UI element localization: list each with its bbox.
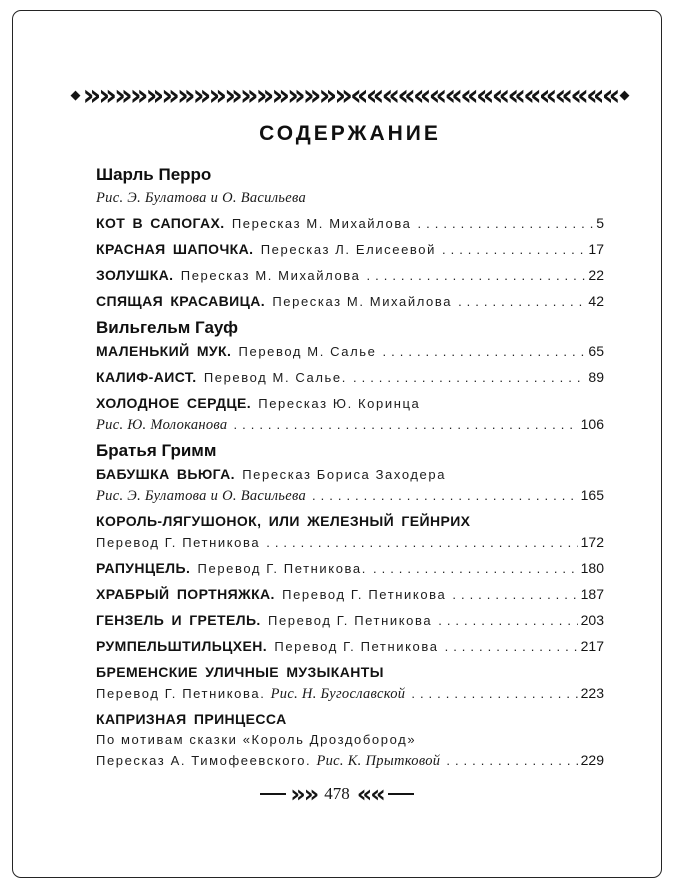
toc-line-text bbox=[96, 291, 452, 312]
toc-line bbox=[96, 730, 604, 750]
toc-line-text bbox=[96, 558, 367, 579]
toc-page-number: 17 bbox=[588, 241, 604, 257]
dot-leader bbox=[445, 637, 578, 657]
toc-line bbox=[96, 532, 604, 553]
toc-page-number: 22 bbox=[588, 267, 604, 283]
text-run: СПЯЩАЯ КРАСАВИЦА. bbox=[96, 293, 273, 309]
dot-leader bbox=[458, 292, 585, 312]
text-run: КАПРИЗНАЯ ПРИНЦЕССА bbox=[96, 711, 287, 727]
toc-section bbox=[96, 164, 604, 312]
toc-line-text bbox=[96, 684, 405, 704]
section-heading: Шарль Перро bbox=[96, 165, 212, 184]
toc-section bbox=[96, 440, 604, 771]
toc-line-text bbox=[96, 341, 377, 362]
toc-page-number: 223 bbox=[580, 685, 604, 701]
section-heading: Братья Гримм bbox=[96, 441, 217, 460]
toc-page-number: 180 bbox=[580, 560, 604, 576]
footer-ornament-right bbox=[356, 780, 414, 808]
toc-line bbox=[96, 188, 604, 208]
toc-line bbox=[96, 464, 604, 485]
text-run: Пересказ Ю. Коринца bbox=[258, 396, 421, 411]
toc-line bbox=[96, 291, 604, 312]
dot-leader bbox=[418, 214, 594, 234]
text-run: БАБУШКА ВЬЮГА. bbox=[96, 466, 243, 482]
section-heading: Вильгельм Гауф bbox=[96, 318, 239, 337]
leaf-chevrons-right-icon: »» bbox=[290, 780, 318, 808]
toc-line-text bbox=[96, 533, 260, 553]
toc-entry bbox=[96, 636, 604, 657]
toc-line-text bbox=[96, 265, 360, 286]
dot-leader bbox=[452, 585, 577, 605]
toc-line-text bbox=[96, 213, 412, 234]
toc-line bbox=[96, 393, 604, 414]
toc-line-text bbox=[96, 486, 306, 506]
toc-entry bbox=[96, 511, 604, 553]
text-run: Рис. Э. Булатова и О. Васильева bbox=[96, 190, 306, 206]
text-run: Перевод Г. Петникова. bbox=[96, 686, 271, 701]
page-content bbox=[70, 0, 630, 776]
toc-page-number: 165 bbox=[580, 487, 604, 503]
text-run: Рис. К. Прытковой bbox=[316, 753, 441, 769]
toc-page-number: 172 bbox=[580, 534, 604, 550]
toc-line bbox=[96, 584, 604, 605]
toc-line-text bbox=[96, 636, 439, 657]
toc-line bbox=[96, 341, 604, 362]
text-run: Рис. Ю. Молоканова bbox=[96, 417, 228, 433]
toc-line-text bbox=[96, 610, 432, 631]
toc-page-number: 89 bbox=[588, 369, 604, 385]
toc-entry bbox=[96, 291, 604, 312]
toc-page-number: 187 bbox=[580, 586, 604, 602]
toc-line-text bbox=[96, 188, 306, 208]
text-run: Пересказ Л. Елисеевой bbox=[260, 242, 436, 257]
text-run: Перевод М. Салье. bbox=[203, 370, 347, 385]
ornament-stem bbox=[388, 793, 414, 795]
text-run: Перевод Г. Петникова bbox=[96, 535, 261, 550]
toc-line-text bbox=[96, 239, 436, 260]
leaf-chevrons-left-icon: «« bbox=[356, 780, 384, 808]
text-run: ГЕНЗЕЛЬ И ГРЕТЕЛЬ. bbox=[96, 612, 268, 628]
toc-line bbox=[96, 709, 604, 730]
toc-page-number: 106 bbox=[580, 416, 604, 432]
toc-line-text bbox=[96, 730, 416, 750]
toc-entry bbox=[96, 558, 604, 579]
text-run: Рис. Э. Булатова и О. Васильева bbox=[96, 488, 306, 504]
toc-line bbox=[96, 610, 604, 631]
toc-entry bbox=[96, 464, 604, 506]
text-run: Пересказ М. Михайлова bbox=[272, 294, 453, 309]
toc-entry bbox=[96, 584, 604, 605]
diamond-icon: ◆ bbox=[70, 87, 81, 103]
toc-entry bbox=[96, 367, 604, 388]
diamond-icon: ◆ bbox=[619, 87, 630, 103]
text-run: Пересказ Бориса Заходера bbox=[242, 467, 447, 482]
ornament-stem bbox=[260, 793, 286, 795]
dot-leader bbox=[366, 266, 585, 286]
toc-line-text bbox=[96, 464, 446, 485]
text-run: КОРОЛЬ-ЛЯГУШОНОК, ИЛИ ЖЕЛЕЗНЫЙ ГЕЙНРИХ bbox=[96, 513, 471, 529]
toc-section bbox=[96, 317, 604, 435]
page-title: СОДЕРЖАНИЕ bbox=[259, 122, 441, 145]
toc-line bbox=[96, 213, 604, 234]
leaf-chevrons-right-icon: »»»»»»»»»»»»»»»»» bbox=[82, 78, 350, 112]
toc-line-text bbox=[96, 367, 347, 388]
text-run: По мотивам сказки «Король Дроздобород» bbox=[96, 732, 417, 747]
toc-line-text bbox=[96, 584, 446, 605]
toc-line bbox=[96, 683, 604, 704]
text-run: Перевод Г. Петникова bbox=[282, 587, 447, 602]
dot-leader bbox=[312, 486, 578, 506]
toc-entry bbox=[96, 265, 604, 286]
text-run: Перевод Г. Петникова. bbox=[197, 561, 367, 576]
toc-page-number: 203 bbox=[580, 612, 604, 628]
dot-leader bbox=[266, 533, 577, 553]
toc-page-number: 5 bbox=[596, 215, 604, 231]
dot-leader bbox=[411, 684, 577, 704]
toc-line bbox=[96, 558, 604, 579]
toc-line bbox=[96, 367, 604, 388]
toc-entry bbox=[96, 239, 604, 260]
toc-line bbox=[96, 239, 604, 260]
text-run: КОТ В САПОГАХ. bbox=[96, 215, 232, 231]
leaf-chevrons-left-icon: ««««««««««««««««« bbox=[350, 78, 618, 112]
text-run: ХОЛОДНОЕ СЕРДЦЕ. bbox=[96, 395, 259, 411]
dot-leader bbox=[442, 240, 585, 260]
toc-line-text bbox=[96, 709, 287, 730]
toc-line-text bbox=[96, 415, 227, 435]
text-run: БРЕМЕНСКИЕ УЛИЧНЫЕ МУЗЫКАНТЫ bbox=[96, 664, 384, 680]
text-run: Перевод Г. Петникова bbox=[268, 613, 433, 628]
toc-line bbox=[96, 636, 604, 657]
toc-page-number: 229 bbox=[580, 752, 604, 768]
text-run: КРАСНАЯ ШАПОЧКА. bbox=[96, 241, 261, 257]
text-run: ХРАБРЫЙ ПОРТНЯЖКА. bbox=[96, 586, 283, 602]
toc-line-text bbox=[96, 393, 420, 414]
toc-entry bbox=[96, 709, 604, 771]
dot-leader bbox=[353, 368, 585, 388]
text-run: Пересказ М. Михайлова bbox=[180, 268, 361, 283]
text-run: РАПУНЦЕЛЬ. bbox=[96, 560, 198, 576]
toc-page-number: 217 bbox=[580, 638, 604, 654]
footer-page-number: 478 bbox=[324, 784, 350, 803]
toc-line-text bbox=[96, 662, 384, 683]
text-run: Перевод Г. Петникова bbox=[274, 639, 439, 654]
page-footer bbox=[0, 780, 674, 808]
toc-entry bbox=[96, 393, 604, 435]
text-run: Перевод М. Салье bbox=[238, 344, 377, 359]
dot-leader bbox=[373, 559, 578, 579]
toc-line bbox=[96, 485, 604, 506]
text-run: Рис. Н. Бугославской bbox=[270, 686, 406, 702]
text-run: Пересказ А. Тимофеевского. bbox=[96, 753, 317, 768]
dot-leader bbox=[383, 342, 586, 362]
toc-line bbox=[96, 750, 604, 771]
text-run: Пересказ М. Михайлова bbox=[231, 216, 412, 231]
dot-leader bbox=[446, 751, 577, 771]
text-run: МАЛЕНЬКИЙ МУК. bbox=[96, 343, 239, 359]
text-run: ЗОЛУШКА. bbox=[96, 267, 181, 283]
dot-leader bbox=[438, 611, 577, 631]
text-run: РУМПЕЛЬШТИЛЬЦХЕН. bbox=[96, 638, 275, 654]
toc-entry bbox=[96, 662, 604, 704]
dot-leader bbox=[233, 415, 577, 435]
toc-entry bbox=[96, 341, 604, 362]
toc-line bbox=[96, 414, 604, 435]
text-run: КАЛИФ-АИСТ. bbox=[96, 369, 204, 385]
toc-line-text bbox=[96, 511, 470, 532]
toc-line bbox=[96, 265, 604, 286]
toc-entry bbox=[96, 610, 604, 631]
toc-page-number: 65 bbox=[588, 343, 604, 359]
toc bbox=[96, 164, 604, 771]
toc-page-number: 42 bbox=[588, 293, 604, 309]
toc-line bbox=[96, 511, 604, 532]
toc-line bbox=[96, 662, 604, 683]
footer-ornament-left bbox=[260, 780, 318, 808]
toc-line-text bbox=[96, 751, 440, 771]
top-ornament bbox=[70, 78, 630, 112]
toc-entry bbox=[96, 213, 604, 234]
